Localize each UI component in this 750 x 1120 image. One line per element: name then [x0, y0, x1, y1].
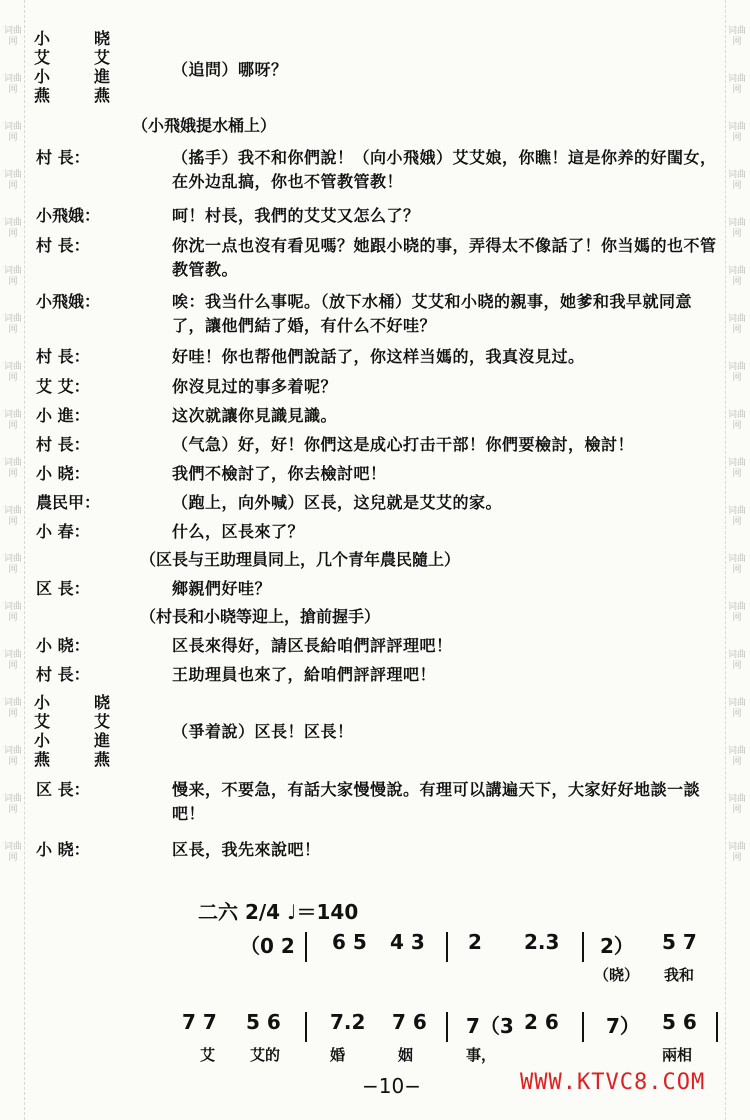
- note-group: 5 6: [246, 1010, 281, 1034]
- speaker-char: 小: [34, 693, 51, 712]
- bar-line: [446, 1012, 448, 1042]
- watermark-text: 词曲网: [3, 794, 22, 815]
- speaker-char: 小: [34, 29, 51, 48]
- watermark-text: 词曲网: [727, 458, 746, 479]
- speaker-name: 村 長：: [36, 236, 90, 255]
- speech-text: 你沒見过的事多着呢？: [172, 377, 338, 396]
- group-speakers: [34, 694, 124, 770]
- note-group: 2）: [600, 934, 634, 958]
- page-number: −10−: [362, 1074, 421, 1098]
- watermark-text: 词曲网: [727, 314, 746, 335]
- score-row-2: [0, 1010, 750, 1070]
- speaker-char: 進: [94, 67, 111, 86]
- speaker-name: 区 長：: [36, 579, 90, 598]
- watermark-text: 词曲网: [3, 74, 22, 95]
- speech-text: 好哇！你也帮他們說話了，你这样当媽的，我真沒見过。: [172, 347, 585, 366]
- speaker-char: 艾: [34, 48, 51, 67]
- speech-text: 我們不檢討了，你去檢討吧！: [172, 464, 387, 483]
- note-group: 6 5: [332, 930, 367, 954]
- stage-direction-text: （区長与王助理員同上，几个青年農民隨上）: [140, 550, 461, 569]
- speaker-char: 進: [94, 731, 111, 750]
- speaker-char: 燕: [94, 86, 111, 105]
- speaker-char: 艾: [94, 712, 111, 731]
- speech-text: （气急）好，好！你們这是成心打击干部！你們要檢討，檢討！: [172, 435, 635, 454]
- speaker-name: 艾 艾：: [36, 377, 90, 396]
- watermark-text: 词曲网: [727, 74, 746, 95]
- speaker-char: 燕: [34, 750, 51, 769]
- lyric: 婚: [330, 1046, 346, 1064]
- lyric: 姻: [398, 1046, 414, 1064]
- note-group: 2 6: [524, 1010, 559, 1034]
- speech-text: （追問）哪呀？: [172, 60, 288, 79]
- speaker-name: 村 長：: [36, 148, 90, 167]
- watermark-text: 词曲网: [727, 26, 746, 47]
- score-header: 二六 2/4 ♩＝140: [198, 900, 359, 924]
- watermark-text: 词曲网: [727, 410, 746, 431]
- speech-text: 区長，我先來說吧！: [172, 840, 321, 859]
- bar-line: [446, 932, 448, 962]
- lyric: （晓）: [594, 966, 640, 984]
- watermark-text: 词曲网: [727, 218, 746, 239]
- lyric: 事，: [466, 1046, 497, 1064]
- speaker-char: 艾: [34, 712, 51, 731]
- watermark-text: 词曲网: [3, 746, 22, 767]
- speaker-name: 村 長：: [36, 665, 90, 684]
- watermark-text: 词曲网: [3, 554, 22, 575]
- speaker-char: 燕: [94, 750, 111, 769]
- watermark-text: 词曲网: [3, 26, 22, 47]
- watermark-text: 词曲网: [727, 506, 746, 527]
- speaker-name: 小 晓：: [36, 464, 90, 483]
- lyric: 我和: [664, 966, 695, 984]
- speaker-name: 区 長：: [36, 780, 90, 799]
- speaker-name: 小 晓：: [36, 636, 90, 655]
- watermark-text: 词曲网: [727, 842, 746, 863]
- watermark-text: 词曲网: [3, 842, 22, 863]
- watermark-text: 词曲网: [727, 650, 746, 671]
- watermark-text: 词曲网: [3, 458, 22, 479]
- bar-line: [305, 932, 307, 962]
- watermark-text: 词曲网: [727, 554, 746, 575]
- watermark-text: 词曲网: [3, 314, 22, 335]
- speaker-name: 小飛娥：: [36, 292, 101, 311]
- speaker-name: 小 晓：: [36, 840, 90, 859]
- watermark-text: 词曲网: [3, 410, 22, 431]
- note-group: 7（3: [466, 1014, 514, 1038]
- bar-line: [582, 1012, 584, 1042]
- watermark-text: 词曲网: [727, 362, 746, 383]
- speech-text: 唉：我当什么事呢。（放下水桶）艾艾和小晓的親事，她爹和我早就同意了，讓他們結了婚，有什么不好哇？: [172, 292, 693, 335]
- speech-text: 区長來得好，請区長給咱們評評理吧！: [172, 636, 453, 655]
- speech-text: 这次就讓你見識見識。: [172, 406, 338, 425]
- speech-text: 王助理員也來了，給咱們評評理吧！: [172, 665, 437, 684]
- speech-text: 你沈一点也沒有看见嗎？她跟小晓的事，弄得太不像話了！你当媽的也不管教管教。: [172, 236, 717, 279]
- lyric: 艾: [200, 1046, 216, 1064]
- note-group: 5 7: [662, 930, 697, 954]
- speech-text: （搖手）我不和你們說！（向小飛娥）艾艾娘，你瞧！這是你养的好閨女，在外边乱搞，你也不管教管教！: [172, 148, 717, 191]
- stage-direction-text: （小飛娥提水桶上）: [132, 116, 277, 135]
- speech-text: （跑上，向外喊）区長，这兒就是艾艾的家。: [172, 493, 503, 512]
- speaker-name: 小 進：: [36, 406, 90, 425]
- watermark-text: 词曲网: [727, 602, 746, 623]
- speaker-char: 小: [34, 731, 51, 750]
- note-group: 5 6: [662, 1010, 697, 1034]
- speaker-name: 小 春：: [36, 522, 90, 541]
- note-group: 2: [468, 930, 482, 954]
- site-watermark: WWW.KTVC8.COM: [520, 1070, 706, 1095]
- stage-direction-text: （村長和小晓等迎上，搶前握手）: [140, 607, 381, 626]
- watermark-text: 词曲网: [3, 602, 22, 623]
- speaker-char: 艾: [94, 48, 111, 67]
- note-group: （0 2: [240, 934, 295, 958]
- watermark-text: 词曲网: [727, 746, 746, 767]
- speech-text: 鄉親們好哇？: [172, 579, 272, 598]
- watermark-text: 词曲网: [727, 698, 746, 719]
- bar-line: [582, 932, 584, 962]
- bar-line: [716, 1012, 718, 1042]
- speech-text: （爭着說）区長！区長！: [172, 722, 354, 741]
- watermark-text: 词曲网: [3, 650, 22, 671]
- speaker-name: 村 長：: [36, 435, 90, 454]
- watermark-text: 词曲网: [3, 218, 22, 239]
- watermark-text: 词曲网: [3, 698, 22, 719]
- note-group: 7）: [606, 1014, 640, 1038]
- speaker-char: 小: [34, 67, 51, 86]
- lyric: 兩相: [662, 1046, 693, 1064]
- speaker-char: 晓: [94, 693, 111, 712]
- group-speakers: [34, 30, 124, 106]
- watermark-text: 词曲网: [3, 122, 22, 143]
- watermark-text: 词曲网: [727, 266, 746, 287]
- speaker-char: 燕: [34, 86, 51, 105]
- watermark-text: 词曲网: [3, 362, 22, 383]
- score-row-1: [0, 930, 750, 990]
- speaker-char: 晓: [94, 29, 111, 48]
- watermark-text: 词曲网: [3, 506, 22, 527]
- speech-text: 呵！村長，我們的艾艾又怎么了？: [172, 206, 420, 225]
- note-group: 7 7: [182, 1010, 217, 1034]
- speaker-name: 農民甲：: [36, 493, 101, 512]
- note-group: 4 3: [390, 930, 425, 954]
- note-group: 2.3: [524, 930, 560, 954]
- watermark-text: 词曲网: [727, 122, 746, 143]
- speech-text: 慢来，不要急，有話大家慢慢說。有理可以講遍天下，大家好好地談一談吧！: [172, 780, 701, 823]
- watermark-text: 词曲网: [727, 794, 746, 815]
- lyric: 艾的: [250, 1046, 281, 1064]
- watermark-text: 词曲网: [3, 170, 22, 191]
- speaker-name: 小飛娥：: [36, 206, 101, 225]
- speaker-name: 村 長：: [36, 347, 90, 366]
- watermark-text: 词曲网: [3, 266, 22, 287]
- watermark-text: 词曲网: [727, 170, 746, 191]
- speech-text: 什么，区長來了？: [172, 522, 305, 541]
- note-group: 7.2: [330, 1010, 366, 1034]
- bar-line: [305, 1012, 307, 1042]
- note-group: 7 6: [392, 1010, 427, 1034]
